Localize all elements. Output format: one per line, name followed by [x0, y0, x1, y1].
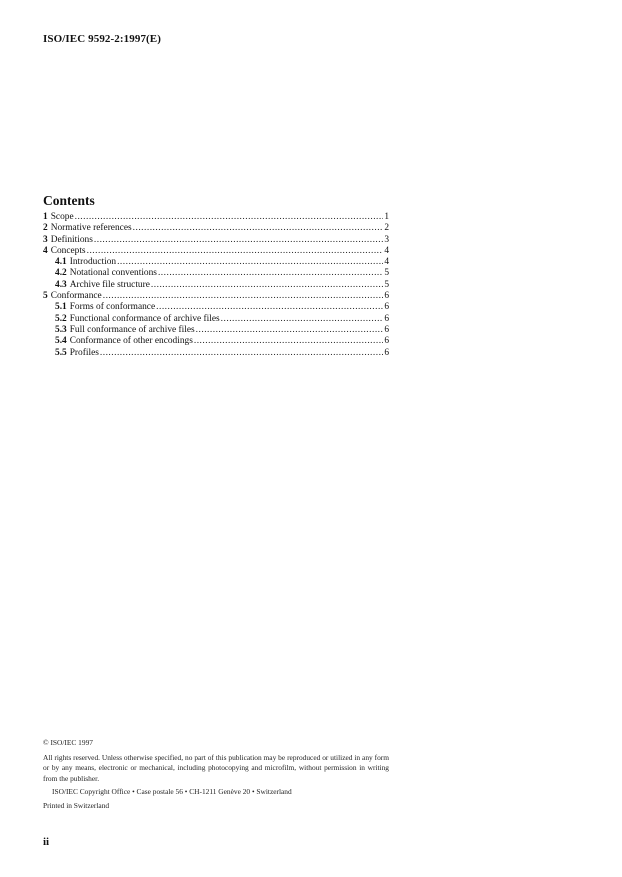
toc-entry[interactable] — [43, 212, 389, 223]
toc-entry-title: Forms of conformance — [69, 302, 156, 313]
toc-entry[interactable] — [43, 268, 389, 279]
toc-entry[interactable] — [43, 257, 389, 268]
toc-entry[interactable] — [43, 325, 389, 336]
toc-entry[interactable] — [43, 291, 389, 302]
toc-dot-leader — [151, 280, 383, 291]
toc-entry[interactable] — [43, 235, 389, 246]
toc-entry-title: Normative references — [50, 223, 132, 234]
toc-entry-number: 1 — [43, 212, 48, 222]
toc-entry-page: 2 — [384, 223, 389, 234]
toc-entry-title: Conformance — [50, 291, 102, 302]
toc-entry-page: 6 — [384, 336, 389, 347]
toc-entry-number: 5 — [43, 291, 48, 302]
copyright-block — [43, 738, 389, 811]
toc-entry-title: Concepts — [50, 245, 86, 256]
toc-entry-title: Notational conventions — [69, 268, 157, 279]
toc-entry-title: Introduction — [69, 257, 117, 268]
toc-entry-page: 6 — [384, 302, 389, 313]
toc-dot-leader — [194, 336, 383, 347]
toc-entry-number: 5.2 — [55, 313, 67, 324]
toc-dot-leader — [158, 268, 383, 279]
toc-entry-page: 4 — [384, 257, 389, 268]
toc-entry-title: Functional conformance of archive files — [69, 313, 220, 324]
toc-entry[interactable] — [43, 302, 389, 313]
copyright-office-address: ISO/IEC Copyright Office • Case postale 56 • CH-1211 Genève 20 • Switzerland — [52, 787, 292, 796]
toc-entry-title: Conformance of other encodings — [69, 336, 193, 347]
toc-dot-leader — [156, 302, 383, 313]
toc-entry-title: Scope — [50, 212, 74, 222]
toc-entry-number: 4.1 — [55, 257, 67, 268]
contents-title: Contents — [43, 193, 95, 208]
toc-entry-number: 4.3 — [55, 279, 67, 290]
table-of-contents — [43, 193, 389, 359]
toc-dot-leader — [196, 325, 384, 336]
toc-entry-title: Full conformance of archive files — [69, 324, 195, 335]
toc-entry-page: 6 — [384, 324, 389, 335]
toc-entry-number: 4.2 — [55, 268, 67, 279]
toc-list — [43, 212, 389, 359]
toc-entry[interactable] — [43, 223, 389, 234]
toc-entry-number: 3 — [43, 234, 48, 245]
toc-entry-page: 6 — [384, 347, 389, 358]
toc-entry-page: 1 — [384, 212, 389, 222]
toc-entry-title: Definitions — [50, 234, 93, 245]
toc-dot-leader — [221, 314, 384, 325]
toc-entry[interactable] — [43, 280, 389, 291]
toc-entry-number: 4 — [43, 245, 48, 256]
toc-dot-leader — [100, 348, 383, 359]
rights-statement: All rights reserved. Unless otherwise specified, no part of this publication may be reproduced or utilized in any form or by any means, electronic or mechanical, including photocopying and microfilm, without permission in writing from the publisher. — [43, 752, 389, 783]
toc-dot-leader — [75, 212, 384, 223]
toc-dot-leader — [94, 235, 383, 246]
toc-entry-number: 5.5 — [55, 347, 67, 358]
toc-entry-page: 3 — [384, 234, 389, 245]
toc-entry-number: 5.1 — [55, 302, 67, 313]
page-number: ii — [43, 836, 50, 848]
toc-entry-number: 5.3 — [55, 324, 67, 335]
toc-entry-title: Profiles — [69, 347, 99, 358]
toc-entry-page: 5 — [384, 279, 389, 290]
toc-dot-leader — [103, 291, 384, 302]
toc-entry[interactable] — [43, 314, 389, 325]
toc-dot-leader — [117, 257, 383, 268]
toc-entry-page: 6 — [384, 291, 389, 302]
toc-entry-page: 6 — [384, 313, 389, 324]
toc-entry[interactable] — [43, 348, 389, 359]
toc-dot-leader — [87, 246, 384, 257]
toc-entry-title: Archive file structure — [69, 279, 150, 290]
toc-entry-number: 5.4 — [55, 336, 67, 347]
printed-in: Printed in Switzerland — [43, 800, 110, 810]
toc-dot-leader — [133, 223, 384, 234]
document-id-header: ISO/IEC 9592-2:1997(E) — [43, 33, 162, 45]
toc-entry[interactable] — [43, 246, 389, 257]
toc-entry-page: 4 — [384, 245, 389, 256]
toc-entry-number: 2 — [43, 223, 48, 234]
toc-entry[interactable] — [43, 336, 389, 347]
toc-entry-page: 5 — [384, 268, 389, 279]
copyright-line: © ISO/IEC 1997 — [43, 738, 93, 747]
